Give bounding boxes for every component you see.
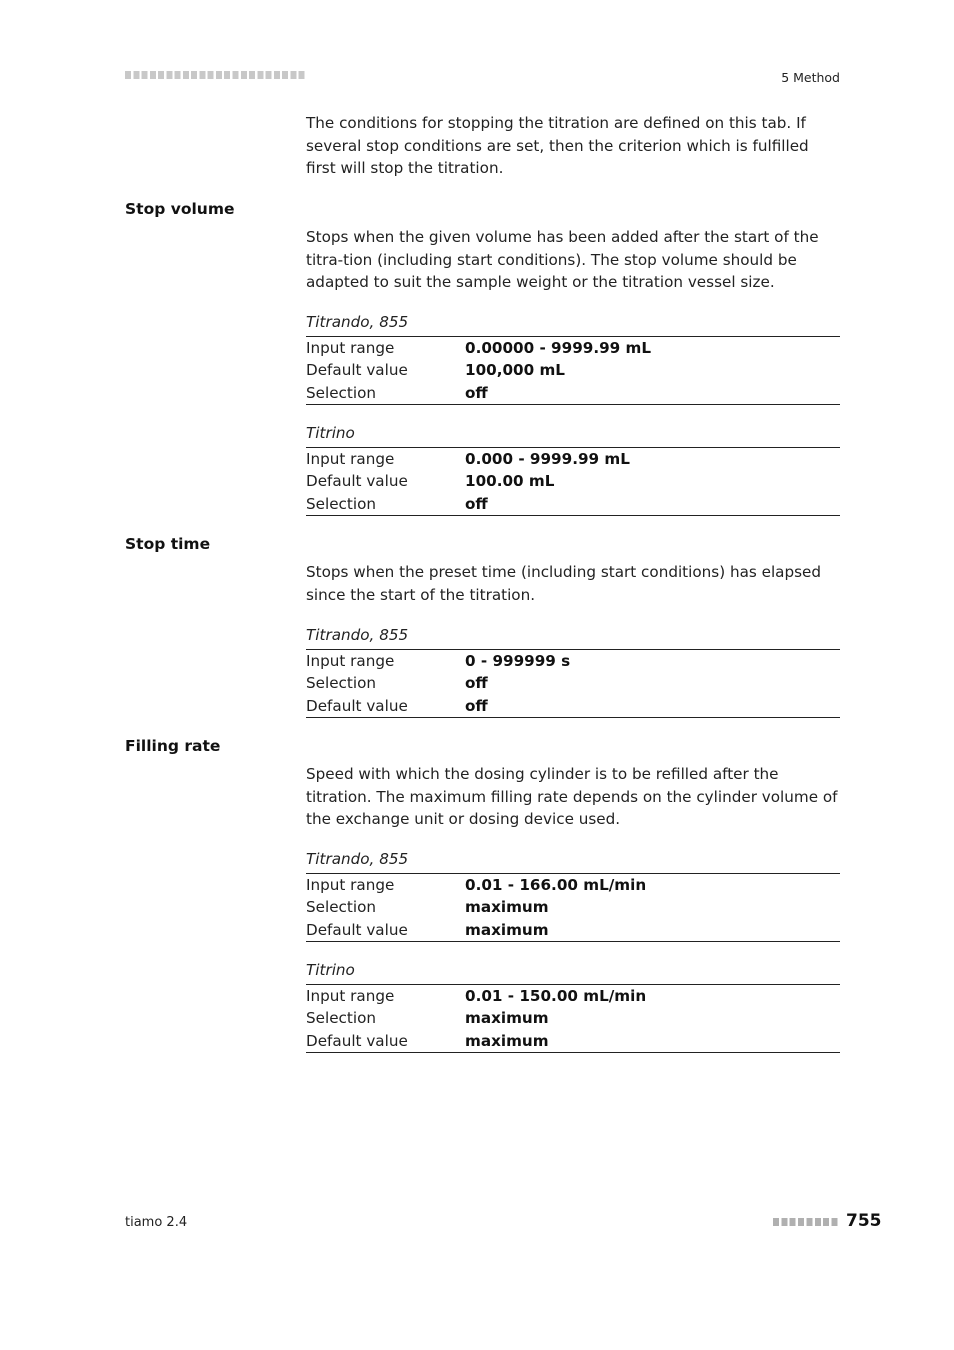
parameter-table bbox=[306, 984, 840, 1053]
param-key: Default value bbox=[306, 920, 408, 939]
param-key: Default value bbox=[306, 1031, 408, 1050]
table-row bbox=[306, 382, 840, 404]
param-value: maximum bbox=[465, 920, 549, 939]
page-number: 755 bbox=[846, 1211, 882, 1231]
header-decoration bbox=[125, 71, 307, 79]
table-row bbox=[306, 493, 840, 515]
param-key: Selection bbox=[306, 674, 376, 693]
table-row bbox=[306, 448, 840, 470]
param-key: Selection bbox=[306, 1009, 376, 1028]
device-label: Titrando, 855 bbox=[306, 850, 409, 868]
param-value: off bbox=[465, 494, 488, 513]
footer-decoration bbox=[773, 1218, 840, 1226]
table-row bbox=[306, 359, 840, 381]
parameter-table bbox=[306, 649, 840, 718]
param-key: Selection bbox=[306, 383, 376, 402]
table-row bbox=[306, 1030, 840, 1052]
param-value: 0.01 - 166.00 mL/min bbox=[465, 876, 647, 894]
stop-volume-description: Stops when the given volume has been added after the start of the titra-tion (including start conditions). The stop volume should be adapted to suit the sample weight or the titration vessel size. bbox=[306, 228, 819, 292]
table-row bbox=[306, 919, 840, 941]
chapter-header: 5 Method bbox=[781, 70, 840, 85]
param-value: 0.01 - 150.00 mL/min bbox=[465, 987, 647, 1005]
table-row bbox=[306, 1007, 840, 1029]
param-key: Input range bbox=[306, 876, 395, 894]
table-row bbox=[306, 470, 840, 492]
param-key: Input range bbox=[306, 450, 395, 468]
device-label: Titrino bbox=[306, 961, 355, 979]
param-key: Selection bbox=[306, 898, 376, 917]
table-row bbox=[306, 896, 840, 918]
param-value: maximum bbox=[465, 1009, 549, 1028]
param-value: maximum bbox=[465, 898, 549, 917]
table-row bbox=[306, 985, 840, 1007]
param-key: Default value bbox=[306, 696, 408, 715]
param-key: Default value bbox=[306, 472, 408, 491]
section-title-stop-time: Stop time bbox=[125, 535, 211, 553]
intro-paragraph: The conditions for stopping the titration are defined on this tab. If several stop conditions are set, then the criterion which is fulfilled first will stop the titration. bbox=[306, 114, 809, 178]
parameter-table bbox=[306, 873, 840, 942]
table-row bbox=[306, 650, 840, 672]
table-row bbox=[306, 672, 840, 694]
device-label: Titrando, 855 bbox=[306, 626, 409, 644]
device-label: Titrino bbox=[306, 424, 355, 442]
section-title-filling-rate: Filling rate bbox=[125, 737, 221, 755]
param-key: Input range bbox=[306, 652, 395, 670]
param-key: Input range bbox=[306, 987, 395, 1005]
param-value: off bbox=[465, 696, 488, 715]
param-value: 0 - 999999 s bbox=[465, 652, 571, 670]
table-row bbox=[306, 874, 840, 896]
table-row bbox=[306, 337, 840, 359]
section-title-stop-volume: Stop volume bbox=[125, 200, 235, 218]
param-value: 0.000 - 9999.99 mL bbox=[465, 450, 630, 468]
param-value: 100,000 mL bbox=[465, 361, 565, 380]
parameter-table bbox=[306, 447, 840, 516]
param-value: 100.00 mL bbox=[465, 472, 555, 491]
param-key: Default value bbox=[306, 361, 408, 380]
param-value: 0.00000 - 9999.99 mL bbox=[465, 339, 652, 357]
param-key: Selection bbox=[306, 494, 376, 513]
param-value: off bbox=[465, 674, 488, 693]
stop-time-description: Stops when the preset time (including start conditions) has elapsed since the start of the titration. bbox=[306, 563, 822, 604]
param-key: Input range bbox=[306, 339, 395, 357]
device-label: Titrando, 855 bbox=[306, 313, 409, 331]
param-value: maximum bbox=[465, 1031, 549, 1050]
parameter-table bbox=[306, 336, 840, 405]
table-row bbox=[306, 695, 840, 717]
param-value: off bbox=[465, 383, 488, 402]
filling-rate-description: Speed with which the dosing cylinder is to be refilled after the titration. The maximum filling rate depends on the cylinder volume of the exchange unit or dosing device used. bbox=[306, 765, 838, 829]
footer-product: tiamo 2.4 bbox=[125, 1215, 188, 1230]
